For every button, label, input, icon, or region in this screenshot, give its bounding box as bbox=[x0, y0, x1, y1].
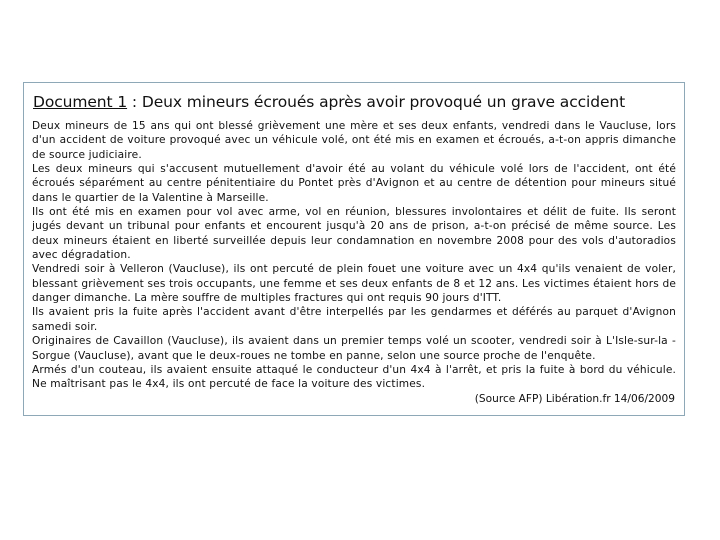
document-label: Document 1 bbox=[33, 93, 128, 111]
paragraph: Deux mineurs de 15 ans qui ont blessé grièvement une mère et ses deux enfants, vendredi dans le Vaucluse, lors d'un accident de voiture provoqué avec un véhicule volé, ont été mis en examen et écroués, a-t-on appris dimanche de source judiciaire. bbox=[32, 120, 676, 161]
paragraph: Les deux mineurs qui s'accusent mutuellement d'avoir été au volant du véhicule volé lors de l'accident, ont été écroués séparément au centre pénitentiaire du Pontet près d'Avignon et au centre de détention pour mineurs situé dans le quartier de la Valentine à Marseille. bbox=[32, 163, 676, 204]
paragraph: Vendredi soir à Velleron (Vaucluse), ils ont percuté de plein fouet une voiture avec un 4x4 qu'ils venaient de voler, blessant grièvement ses trois occupants, une femme et ses deux enfants de 8 et 12 ans. Les victimes étaient hors de danger dimanche. La mère souffre de multiples fractures qui ont requis 90 jours d'ITT. bbox=[32, 263, 676, 305]
article-body bbox=[32, 119, 676, 392]
source-citation: (Source AFP) Libération.fr 14/06/2009 bbox=[474, 392, 675, 405]
paragraph: Ils ont été mis en examen pour vol avec arme, vol en réunion, blessures involontaires et délit de fuite. Ils seront jugés devant un tribunal pour enfants et encourent jusqu'à 20 ans de prison, a-t-on précisé de même source. Les deux mineurs étaient en liberté surveillée depuis leur condamnation en novembre 2008 pour des vols d'autoradios avec dégradation. bbox=[32, 206, 676, 262]
title-separator: : bbox=[127, 93, 142, 111]
paragraph: Ils avaient pris la fuite après l'accident avant d'être interpellés par les gendarmes et déférés au parquet d'Avignon samedi soir. bbox=[32, 306, 676, 333]
paragraph: Originaires de Cavaillon (Vaucluse), ils avaient dans un premier temps volé un scooter, vendredi soir à L'Isle-sur-la -Sorgue (Vaucluse), avant que le deux-roues ne tombe en panne, selon une source proche de l'enquête. bbox=[32, 335, 676, 362]
document-headline: Deux mineurs écroués après avoir provoqué un grave accident bbox=[141, 93, 626, 111]
document-title bbox=[33, 92, 676, 112]
paragraph: Armés d'un couteau, ils avaient ensuite attaqué le conducteur d'un 4x4 à l'arrêt, et pris la fuite à bord du véhicule. Ne maîtrisant pas le 4x4, ils ont percuté de face la voiture des victimes. bbox=[32, 363, 676, 391]
document-box bbox=[23, 82, 685, 416]
